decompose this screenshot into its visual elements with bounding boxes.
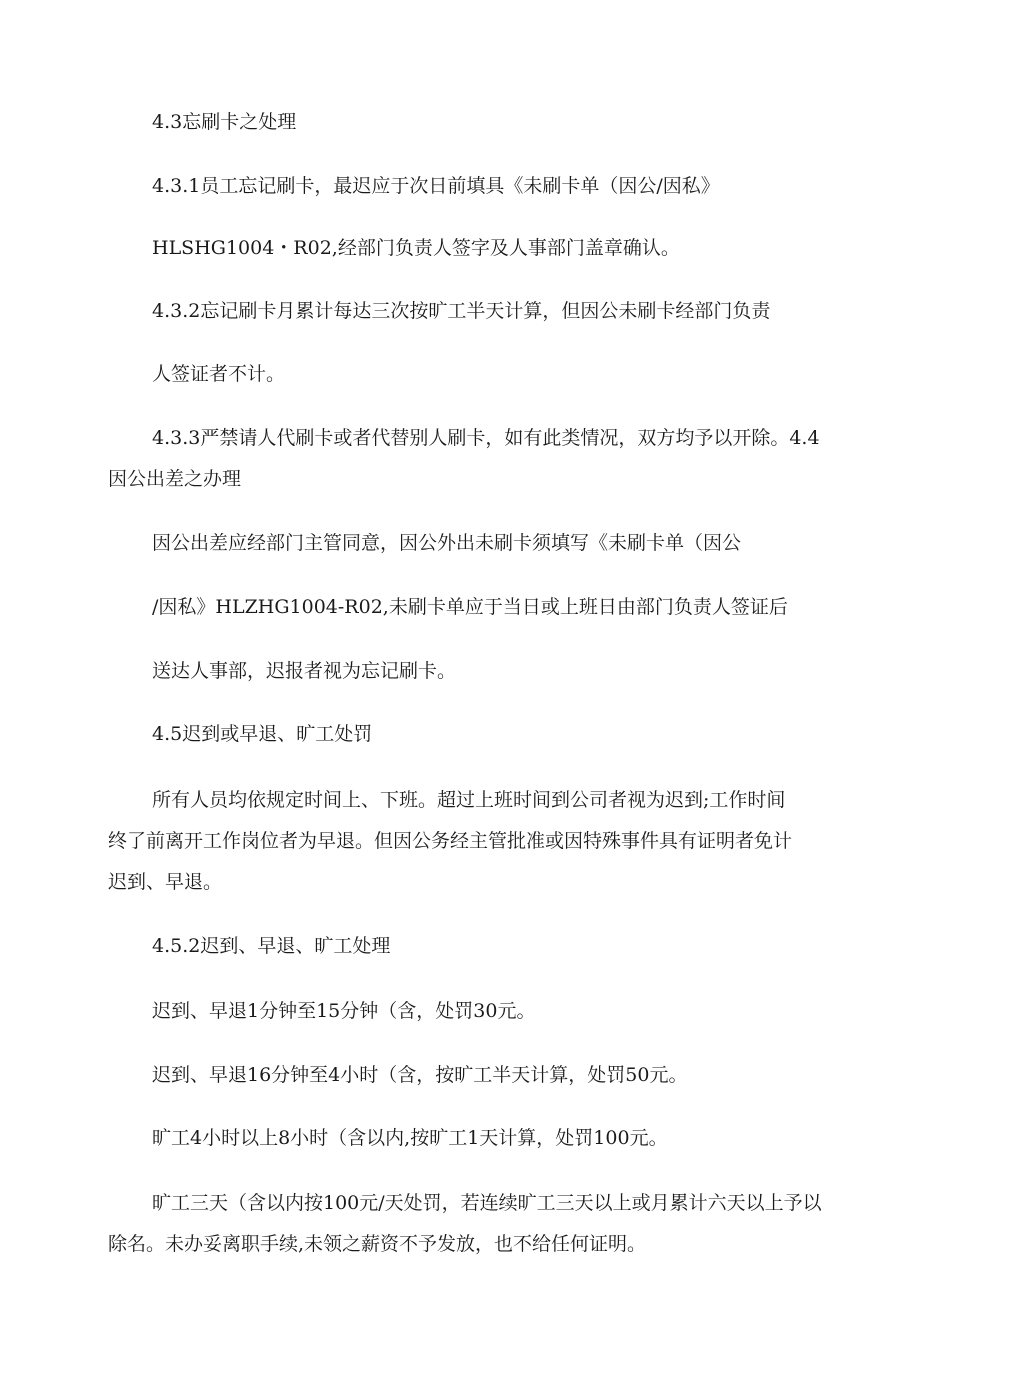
section-heading-4-4: 因公出差之办理 bbox=[108, 468, 242, 490]
paragraph-line: 迟到、早退。 bbox=[108, 871, 223, 893]
paragraph-line: 终了前离开工作岗位者为早退。但因公务经主管批准或因特殊事件具有证明者免计 bbox=[108, 830, 793, 852]
paragraph-line: 送达人事部，迟报者视为忘记刷卡。 bbox=[152, 660, 457, 682]
paragraph-line: 4.3.3严禁请人代刷卡或者代替别人刷卡，如有此类情况，双方均予以开除。4.4 bbox=[152, 427, 820, 449]
paragraph-line: 迟到、早退1分钟至15分钟（含，处罚30元。 bbox=[152, 1000, 536, 1022]
paragraph-line: 人签证者不计。 bbox=[152, 363, 286, 385]
section-heading-4-5: 4.5迟到或早退、旷工处罚 bbox=[152, 723, 373, 745]
paragraph-line: 因公出差应经部门主管同意，因公外出未刷卡须填写《未刷卡单（因公 bbox=[152, 532, 742, 554]
paragraph-line: /因私》HLZHG1004-R02,未刷卡单应于当日或上班日由部门负责人签证后 bbox=[152, 596, 788, 618]
paragraph-line: 所有人员均依规定时间上、下班。超过上班时间到公司者视为迟到;工作时间 bbox=[152, 789, 786, 811]
paragraph-line: HLSHG1004・R02,经部门负责人签字及人事部门盖章确认。 bbox=[152, 237, 680, 259]
paragraph-line: 迟到、早退16分钟至4小时（含，按旷工半天计算，处罚50元。 bbox=[152, 1064, 688, 1086]
paragraph-line: 旷工4小时以上8小时（含以内,按旷工1天计算，处罚100元。 bbox=[152, 1127, 668, 1149]
paragraph-line: 4.3.2忘记刷卡月累计每达三次按旷工半天计算，但因公未刷卡经部门负责 bbox=[152, 300, 771, 322]
paragraph-line: 4.3.1员工忘记刷卡，最迟应于次日前填具《未刷卡单（因公/因私》 bbox=[152, 175, 720, 197]
paragraph-line: 除名。未办妥离职手续,未领之薪资不予发放，也不给任何证明。 bbox=[108, 1233, 647, 1255]
section-heading-4-3: 4.3忘刷卡之处理 bbox=[152, 111, 297, 133]
paragraph-line: 旷工三天（含以内按100元/天处罚，若连续旷工三天以上或月累计六天以上予以 bbox=[152, 1192, 822, 1214]
section-heading-4-5-2: 4.5.2迟到、早退、旷工处理 bbox=[152, 935, 391, 957]
